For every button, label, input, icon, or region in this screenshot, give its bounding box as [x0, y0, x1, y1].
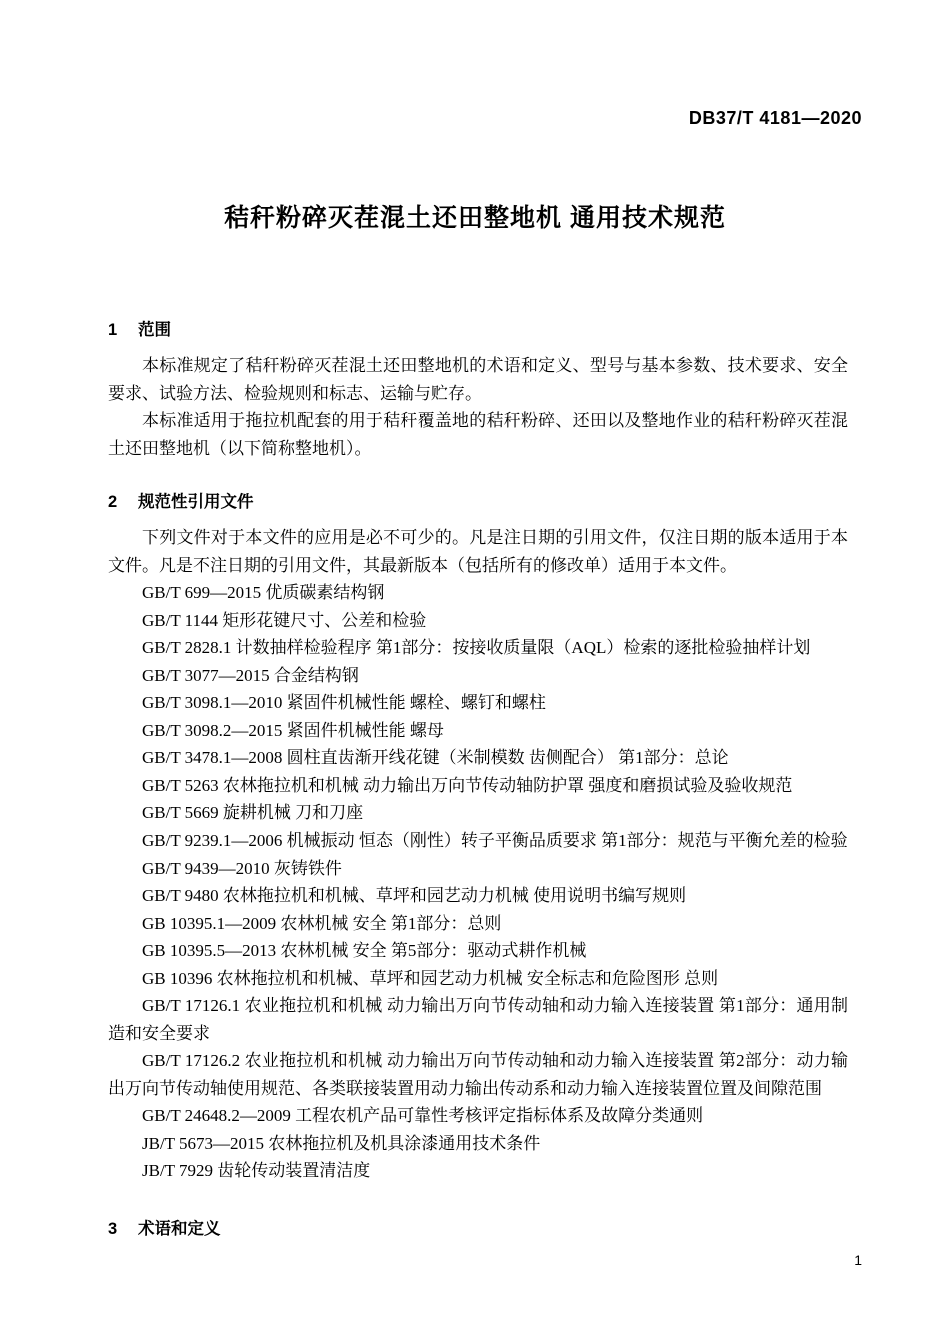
list-item: GB 10395.5—2013 农林机械 安全 第5部分：驱动式耕作机械 — [142, 941, 587, 961]
list-item: GB 10395.1—2009 农林机械 安全 第1部分：总则 — [142, 913, 502, 933]
list-item: GB 10396 农林拖拉机和机械、草坪和园艺动力机械 安全标志和危险图形 总则 — [142, 968, 719, 988]
list-item: GB/T 17126.2 农业拖拉机和机械 动力输出万向节传动轴和动力输入连接装置 第2部分：动力输出万向节传动轴使用规范、各类联接装置用动力输出传动系和动力输入连接装置位置及间隙范围 — [108, 1051, 848, 1098]
section-title-2: 规范性引用文件 — [138, 493, 254, 512]
document-body — [108, 290, 848, 1251]
list-item: GB/T 3098.2—2015 紧固件机械性能 螺母 — [142, 720, 444, 740]
section-heading-3 — [108, 1215, 848, 1239]
list-item: GB/T 5263 农林拖拉机和机械 动力输出万向节传动轴防护罩 强度和磨损试验及验收规范 — [142, 775, 793, 795]
normative-references-list — [108, 579, 848, 1185]
list-item: GB/T 24648.2—2009 工程农机产品可靠性考核评定指标体系及故障分类通则 — [142, 1106, 704, 1126]
list-item: GB/T 9439—2010 灰铸铁件 — [142, 858, 342, 878]
section-number-1: 1 — [108, 321, 118, 339]
list-item: GB/T 3098.1—2010 紧固件机械性能 螺栓、螺钉和螺柱 — [142, 693, 546, 713]
list-item: GB/T 5669 旋耕机械 刀和刀座 — [142, 803, 364, 823]
list-item: GB/T 3478.1—2008 圆柱直齿渐开线花键（米制模数 齿侧配合） 第1部分：总论 — [142, 748, 729, 768]
list-item: GB/T 1144 矩形花键尺寸、公差和检验 — [142, 610, 427, 630]
document-title: 秸秆粉碎灭茬混土还田整地机 通用技术规范 — [224, 204, 726, 232]
section-number-2: 2 — [108, 493, 118, 512]
section-title-3: 术语和定义 — [138, 1219, 221, 1238]
list-item: JB/T 5673—2015 农林拖拉机及机具涂漆通用技术条件 — [142, 1133, 541, 1153]
list-item: GB/T 17126.1 农业拖拉机和机械 动力输出万向节传动轴和动力输入连接装置 第1部分：通用制造和安全要求 — [108, 996, 848, 1043]
paragraph-1-2: 本标准适用于拖拉机配套的用于秸秆覆盖地的秸秆粉碎、还田以及整地作业的秸秆粉碎灭茬混土还田整地机（以下简称整地机）。 — [108, 411, 848, 458]
section-heading-1 — [108, 316, 848, 340]
section-title-1: 范围 — [138, 321, 171, 339]
list-item: GB/T 9239.1—2006 机械振动 恒态（刚性）转子平衡品质要求 第1部分：规范与平衡允差的检验 — [142, 830, 848, 850]
paragraph-1-1: 本标准规定了秸秆粉碎灭茬混土还田整地机的术语和定义、型号与基本参数、技术要求、安全要求、试验方法、检验规则和标志、运输与贮存。 — [108, 356, 848, 403]
standard-code-header: DB37/T 4181—2020 — [688, 108, 862, 128]
paragraph-2-1: 下列文件对于本文件的应用是必不可少的。凡是注日期的引用文件，仅注日期的版本适用于本文件。凡是不注日期的引用文件，其最新版本（包括所有的修改单）适用于本文件。 — [108, 528, 848, 575]
list-item: GB/T 9480 农林拖拉机和机械、草坪和园艺动力机械 使用说明书编写规则 — [142, 886, 687, 906]
page-number: 1 — [854, 1252, 862, 1268]
section-heading-2 — [108, 488, 848, 512]
list-item: GB/T 3077—2015 合金结构钢 — [142, 665, 359, 685]
section-number-3: 3 — [108, 1219, 118, 1238]
list-item: GB/T 2828.1 计数抽样检验程序 第1部分：按接收质量限（AQL）检索的逐批检验抽样计划 — [142, 638, 811, 658]
list-item: JB/T 7929 齿轮传动装置清洁度 — [142, 1161, 371, 1181]
list-item: GB/T 699—2015 优质碳素结构钢 — [142, 583, 385, 603]
